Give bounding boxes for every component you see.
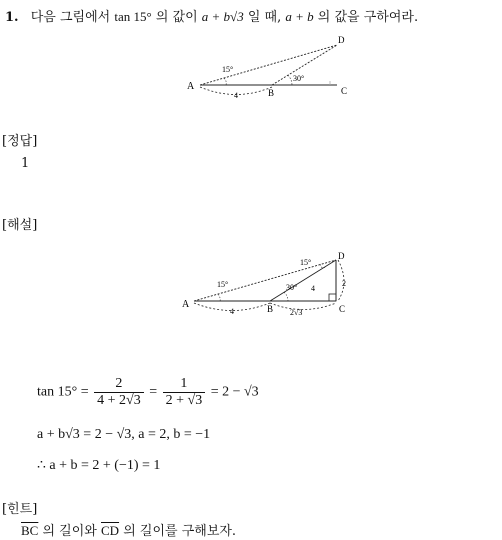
solution-line1-eq: = [149,384,158,400]
fig2-angle-15-a: 15° [217,280,229,289]
fig2-label-a: A [182,299,190,310]
fig1-angle-30: 30° [293,74,305,83]
fig2-length-bd: 4 [311,284,315,293]
question-text-mid: 의 값이 [155,10,198,25]
figure-2-diagram [180,250,360,325]
solution-frac1-num: 2 [115,376,123,391]
hint-seg-bc: $\overline{BC}$ [21,523,39,538]
figure-1-diagram [180,30,360,105]
question-sum-expr: a + b [285,9,314,24]
solution-line-1 [37,376,259,409]
question-form-expr: a + b√3 [201,9,244,24]
answer-header: [정답] [2,134,38,149]
solution-frac1-den: 4 + 2√3 [94,392,144,409]
hint-seg-cd: $\overline{CD}$ [101,523,120,538]
solution-line-3: ∴ a + b = 2 + (−1) = 1 [37,458,161,473]
fig2-length-bc: 2√3 [290,308,303,317]
fig1-label-b: B [268,88,275,98]
question-tan-expr: tan 15° [114,9,152,24]
fig2-label-c: C [339,304,346,314]
solution-frac2-den: 2 + √3 [163,392,206,409]
hint-text-mid: 의 길이와 [42,524,97,539]
fig2-length-cd: 2 [342,279,346,288]
solution-line-2: a + b√3 = 2 − √3, a = 2, b = −1 [37,427,211,442]
question-text-end: 의 값을 구하여라. [317,10,419,25]
fig1-label-d: D [338,35,345,45]
fig1-label-c: C [341,86,348,96]
solution-frac2-num: 1 [180,376,188,391]
hint-text [21,520,236,539]
question-number: 1. [5,10,19,25]
solution-line1-lhs: tan 15° = [37,384,89,400]
solution-frac-1 [94,376,144,409]
fig1-angle-15: 15° [222,65,234,74]
question [5,6,418,25]
solution-frac-2 [163,376,206,409]
fig1-label-a: A [187,81,195,92]
fig2-angle-30: 30° [286,283,298,292]
fig1-length-ab: 4 [234,91,238,100]
question-text-after: 일 때, [247,10,282,25]
fig2-label-d: D [338,251,345,261]
fig2-length-ab: 4 [230,307,234,316]
fig2-label-b: B [267,304,274,314]
solution-line1-rhs: = 2 − √3 [210,384,259,400]
hint-header: [힌트] [2,502,38,517]
hint-text-end: 의 길이를 구해보자. [123,524,237,539]
solution-header: [해설] [2,218,38,233]
answer-value: 1 [21,156,30,171]
fig2-angle-15-d: 15° [300,258,312,267]
question-text-before: 다음 그림에서 [30,10,111,25]
